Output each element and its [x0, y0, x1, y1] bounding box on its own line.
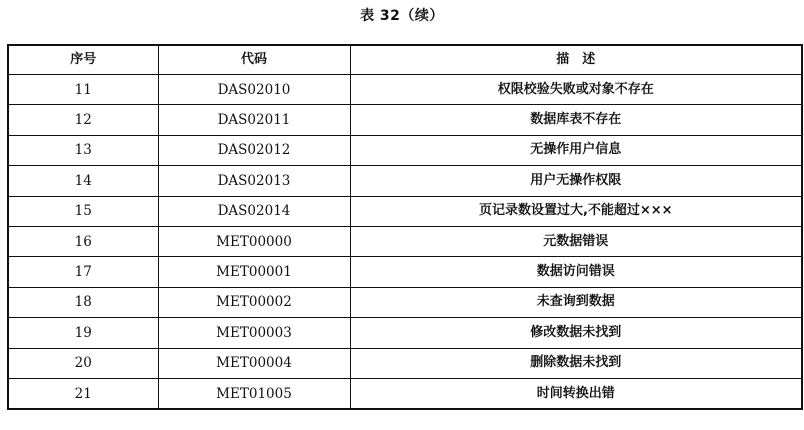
row-description: 时间转换出错	[350, 378, 802, 409]
row-serial-number: 18	[8, 287, 158, 317]
table-row	[8, 348, 802, 378]
row-description: 数据访问错误	[350, 257, 802, 287]
row-serial-number: 15	[8, 196, 158, 226]
row-code: MET00001	[158, 257, 350, 287]
row-description: 页记录数设置过大,不能超过×××	[350, 196, 802, 226]
header-description: 描 述	[350, 45, 802, 75]
row-serial-number: 12	[8, 105, 158, 135]
row-description: 删除数据未找到	[350, 348, 802, 378]
row-code: DAS02010	[158, 75, 350, 105]
row-serial-number: 11	[8, 75, 158, 105]
table-header-row	[8, 45, 802, 75]
table-row	[8, 105, 802, 135]
row-code: DAS02011	[158, 105, 350, 135]
row-serial-number: 13	[8, 135, 158, 165]
error-code-table	[7, 44, 803, 410]
header-serial-number: 序号	[8, 45, 158, 75]
table-row	[8, 226, 802, 256]
table-row	[8, 257, 802, 287]
table-row	[8, 135, 802, 165]
table-row	[8, 287, 802, 317]
table-row	[8, 318, 802, 348]
row-serial-number: 17	[8, 257, 158, 287]
row-code: MET00003	[158, 318, 350, 348]
row-serial-number: 14	[8, 166, 158, 196]
row-code: MET00004	[158, 348, 350, 378]
table-row	[8, 75, 802, 105]
row-serial-number: 16	[8, 226, 158, 256]
row-code: DAS02013	[158, 166, 350, 196]
table-row	[8, 196, 802, 226]
row-description: 未查询到数据	[350, 287, 802, 317]
row-serial-number: 20	[8, 348, 158, 378]
row-code: MET00000	[158, 226, 350, 256]
row-description: 权限校验失败或对象不存在	[350, 75, 802, 105]
table-caption: 表 32（续）	[360, 8, 444, 24]
row-description: 数据库表不存在	[350, 105, 802, 135]
row-code: MET00002	[158, 287, 350, 317]
row-serial-number: 19	[8, 318, 158, 348]
table-row	[8, 166, 802, 196]
row-description: 元数据错误	[350, 226, 802, 256]
row-code: DAS02014	[158, 196, 350, 226]
row-serial-number: 21	[8, 378, 158, 409]
row-description: 用户无操作权限	[350, 166, 802, 196]
row-code: MET01005	[158, 378, 350, 409]
row-description: 修改数据未找到	[350, 318, 802, 348]
header-code: 代码	[158, 45, 350, 75]
row-code: DAS02012	[158, 135, 350, 165]
table-row	[8, 378, 802, 409]
row-description: 无操作用户信息	[350, 135, 802, 165]
